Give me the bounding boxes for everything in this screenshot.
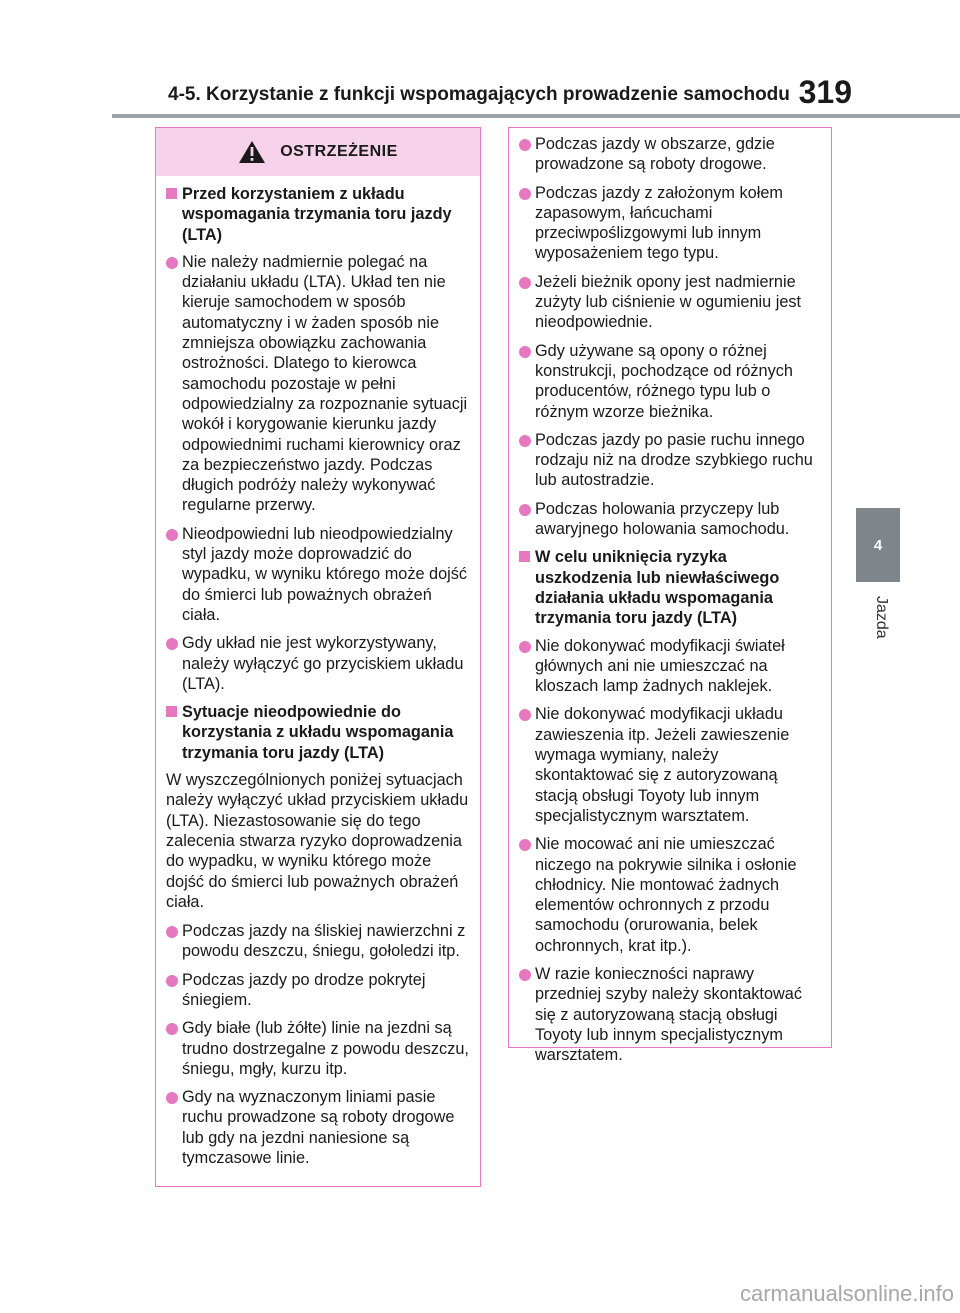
list-item: Gdy na wyznaczonym liniami pasie ruchu prowadzone są roboty drogowe lub gdy na jezdni naniesione są tymczasowe linie.	[166, 1087, 470, 1168]
circle-bullet-icon	[166, 257, 178, 269]
chapter-tab-number: 4	[873, 536, 883, 554]
list-item: Podczas jazdy po pasie ruchu innego rodzaju niż na drodze szybkiego ruchu lub autostradzie.	[519, 430, 821, 491]
warning-title: OSTRZEŻENIE	[280, 143, 398, 160]
circle-bullet-icon	[166, 1092, 178, 1104]
watermark: carmanualsonline.info	[739, 1281, 954, 1306]
circle-bullet-icon	[166, 975, 178, 987]
list-item: Nie dokonywać modyfikacji świateł głównych ani nie umieszczać na kloszach lamp żadnych naklejek.	[519, 636, 821, 697]
page-header	[0, 0, 960, 118]
subsection-heading: W celu uniknięcia ryzyka uszkodzenia lub niewłaściwego działania układu wspomagania trzymania toru jazdy (LTA)	[519, 547, 821, 628]
circle-bullet-icon	[519, 641, 531, 653]
warning-content-left	[156, 176, 480, 1168]
list-item: Podczas jazdy na śliskiej nawierzchni z powodu deszczu, śniegu, gołoledzi itp.	[166, 921, 470, 962]
list-item: Gdy używane są opony o różnej konstrukcji, pochodzące od różnych producentów, różnego typu lub o różnym wzorze bieżnika.	[519, 341, 821, 422]
circle-bullet-icon	[519, 277, 531, 289]
circle-bullet-icon	[519, 346, 531, 358]
list-item: Podczas jazdy z założonym kołem zapasowym, łańcuchami przeciwpoślizgowymi lub innym wyposażeniem tego typu.	[519, 183, 821, 264]
list-item: Nie należy nadmiernie polegać na działaniu układu (LTA). Układ ten nie kieruje samochodem w sposób automatyczny i w żaden sposób nie zmniejsza obowiązku zachowania ostrożności. Dlatego to kierowca samochodu pozostaje w pełni odpowiedzialny za rozpoznanie sytuacji wokół i korygowanie kierunku jazdy odpowiednimi ruchami kierownicy oraz za bezpieczeństwo jazdy. Podczas długich podróży należy wykonywać regularne przerwy.	[166, 252, 470, 516]
list-item: Jeżeli bieżnik opony jest nadmiernie zużyty lub ciśnienie w ogumieniu jest nieodpowiednie.	[519, 272, 821, 333]
chapter-label: Jazda	[873, 596, 890, 639]
subsection-heading: Sytuacje nieodpowiednie do korzystania z układu wspomagania trzymania toru jazdy (LTA)	[166, 702, 470, 763]
list-item: W razie konieczności naprawy przedniej szyby należy skontaktować się z autoryzowaną stacją obsługi Toyoty lub innym specjalistycznym warsztatem.	[519, 964, 821, 1065]
list-item: Nieodpowiedni lub nieodpowiedzialny styl jazdy może doprowadzić do wypadku, w wyniku którego może dojść do śmierci lub poważnych obrażeń ciała.	[166, 524, 470, 625]
square-bullet-icon	[166, 188, 177, 199]
list-item: Gdy układ nie jest wykorzystywany, należy wyłączyć go przyciskiem układu (LTA).	[166, 633, 470, 694]
list-item: Nie mocować ani nie umieszczać niczego na pokrywie silnika i osłonie chłodnicy. Nie montować żadnych elementów ochronnych z przodu samochodu (orurowania, belek ochronnych, krat itp.).	[519, 834, 821, 956]
list-item: Nie dokonywać modyfikacji układu zawieszenia itp. Jeżeli zawieszenie wymaga wymiany, należy skontaktować się z autoryzowaną stacją obsługi Toyoty lub innym specjalistycznym warsztatem.	[519, 704, 821, 826]
warning-content-right	[509, 128, 831, 1065]
warning-box-left	[155, 127, 481, 1187]
section-title: 4-5. Korzystanie z funkcji wspomagających prowadzenie samochodu	[168, 84, 790, 105]
circle-bullet-icon	[166, 529, 178, 541]
paragraph: W wyszczególnionych poniżej sytuacjach należy wyłączyć układ przyciskiem układu (LTA). Niezastosowanie się do tego zalecenia stwarza ryzyko doprowadzenia do wypadku, w wyniku którego może dojść do śmierci lub poważnych obrażeń ciała.	[166, 771, 469, 911]
header-rule	[112, 114, 960, 118]
page-number: 319	[798, 74, 852, 110]
circle-bullet-icon	[519, 139, 531, 151]
square-bullet-icon	[519, 551, 530, 562]
chapter-tab[interactable]	[856, 508, 900, 582]
circle-bullet-icon	[166, 1023, 178, 1035]
list-item: Podczas jazdy po drodze pokrytej śniegiem.	[166, 970, 470, 1011]
circle-bullet-icon	[519, 504, 531, 516]
subsection-heading: Przed korzystaniem z układu wspomagania trzymania toru jazdy (LTA)	[166, 184, 470, 245]
circle-bullet-icon	[519, 839, 531, 851]
warning-triangle-icon	[238, 140, 266, 164]
warning-header	[156, 128, 480, 176]
circle-bullet-icon	[519, 188, 531, 200]
circle-bullet-icon	[166, 926, 178, 938]
circle-bullet-icon	[519, 969, 531, 981]
square-bullet-icon	[166, 706, 177, 717]
circle-bullet-icon	[519, 435, 531, 447]
circle-bullet-icon	[519, 709, 531, 721]
circle-bullet-icon	[166, 638, 178, 650]
list-item: Podczas holowania przyczepy lub awaryjnego holowania samochodu.	[519, 499, 821, 540]
list-item: Gdy białe (lub żółte) linie na jezdni są trudno dostrzegalne z powodu deszczu, śniegu, mgły, kurzu itp.	[166, 1018, 470, 1079]
list-item: Podczas jazdy w obszarze, gdzie prowadzone są roboty drogowe.	[519, 134, 821, 175]
warning-box-right	[508, 127, 832, 1065]
